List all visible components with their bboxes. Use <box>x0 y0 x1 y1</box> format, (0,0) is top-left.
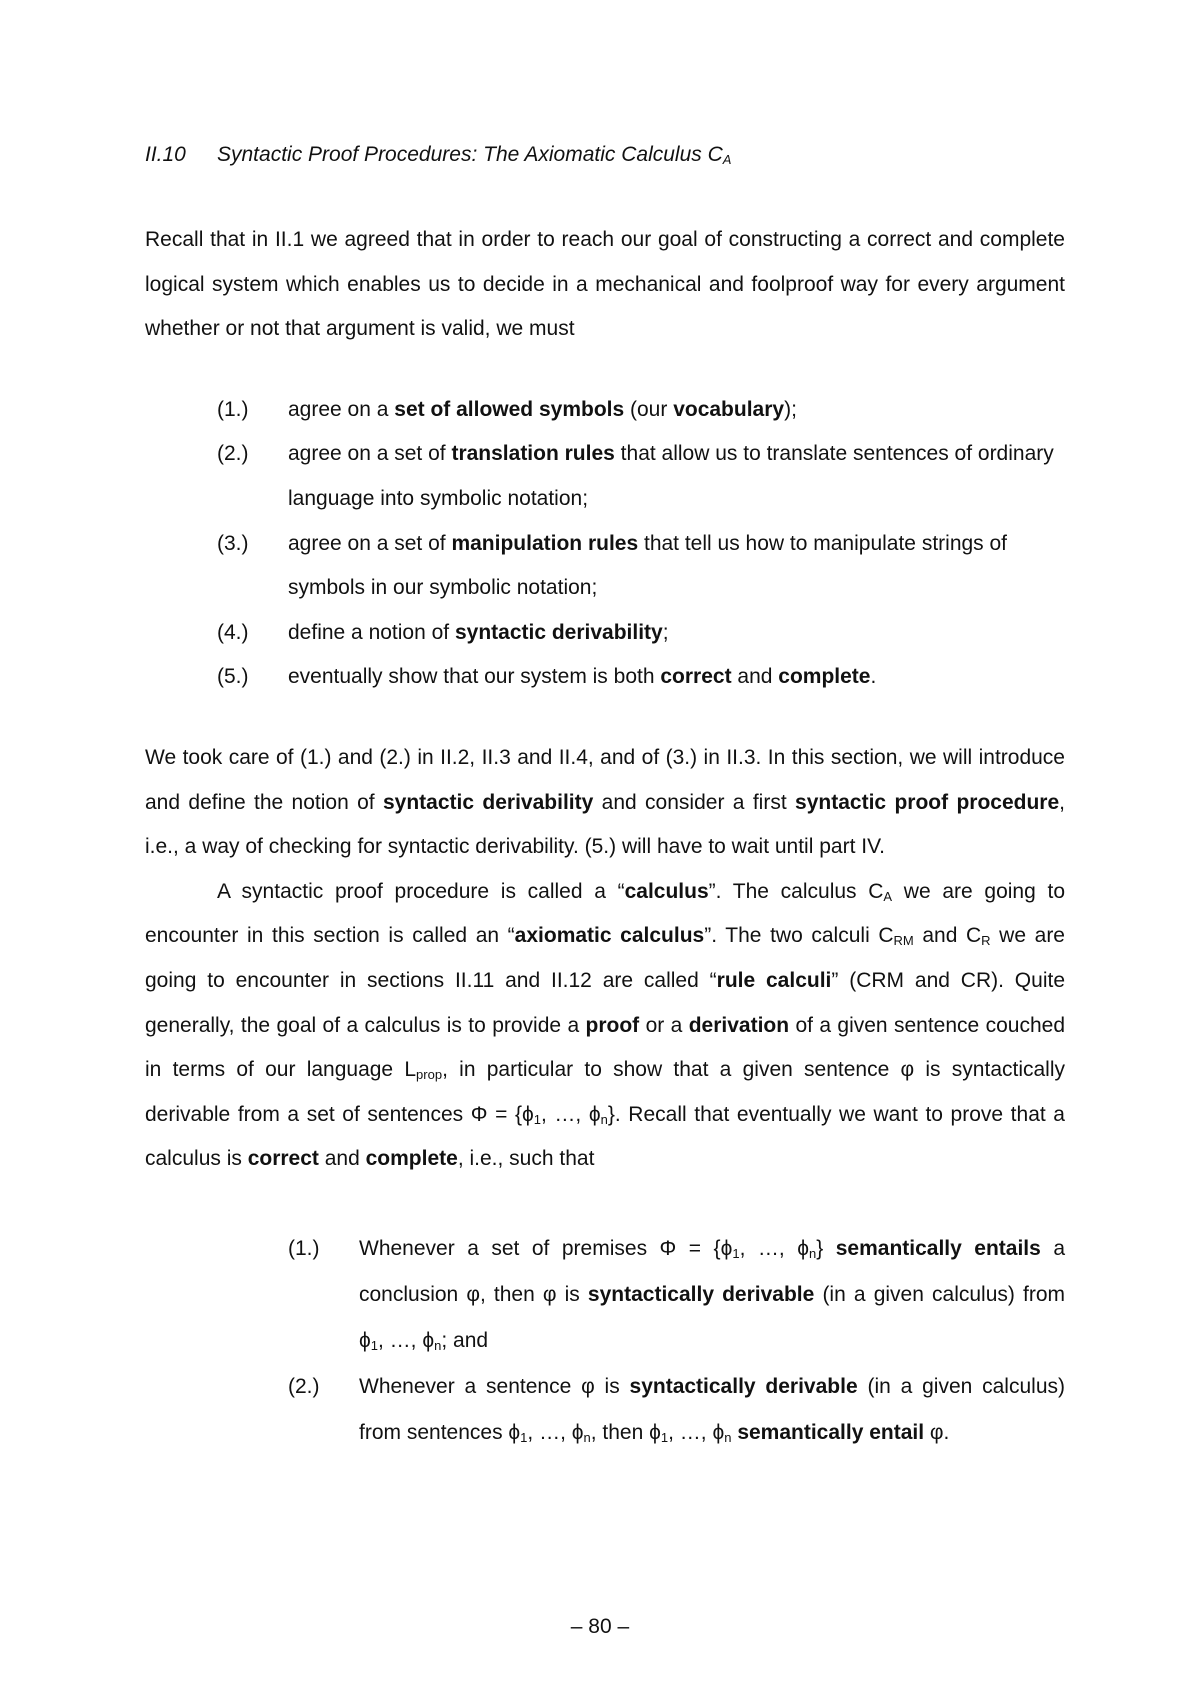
document-page <box>145 140 1065 1456</box>
section-title: Syntactic Proof Procedures: The Axiomatic Calculus $C_A$ <box>217 143 732 167</box>
list-item: (3.) agree on a set of manipulation rules that tell us how to manipulate strings of symbols in our symbolic notation; <box>145 522 1065 611</box>
list-marker: (5.) <box>217 665 249 689</box>
list-item: (2.) Whenever a sentence φ is syntactically derivable (in a given calculus) from sentences $\phi_1$, …, $\phi_n$, then $\phi_1$, …, $\phi_n$ semantically entail φ. <box>145 1364 1065 1456</box>
list-item: (4.) define a notion of syntactic derivability; <box>145 611 1065 656</box>
list-marker: (2.) <box>288 1374 320 1398</box>
list-item: (5.) eventually show that our system is both correct and complete. <box>145 655 1065 700</box>
list-item: (2.) agree on a set of translation rules that allow us to translate sentences of ordinary language into symbolic notation; <box>145 432 1065 521</box>
section-overview-paragraph: We took care of (1.) and (2.) in II.2, II.3 and II.4, and of (3.) in II.3. In this section, we will introduce and define the notion of syntactic derivability and consider a first syntactic proof procedure, i.e., a way of checking for syntactic derivability. (5.) will have to wait until part IV. <box>145 745 1066 859</box>
list-marker: (1.) <box>288 1236 320 1260</box>
section-number: II.10 <box>145 143 186 166</box>
page-number: – 80 – <box>570 1615 630 1638</box>
list-marker: (4.) <box>217 620 249 644</box>
requirements-list <box>145 388 1065 700</box>
list-marker: (3.) <box>217 531 249 555</box>
intro-paragraph: Recall that in II.1 we agreed that in order to reach our goal of constructing a correct and complete logical system which enables us to decide in a mechanical and foolproof way for every argument whether or not that argument is valid, we must <box>145 228 1065 341</box>
correctness-completeness-list <box>145 1226 1065 1456</box>
calculus-paragraph: A syntactic proof procedure is called a “calculus”. The calculus $C_A$ we are going to encounter in this section is called an “axiomatic calculus”. The two calculi $C_{RM}$ and $C_R$ we are going to encounter in sections II.11 and II.12 are called “rule calculi” (CRM and CR). Quite generally, the goal of a calculus is to provide a proof or a derivation of a given sentence couched in terms of our language $L_{prop}$, in particular to show that a given sentence φ is syntactically derivable from a set of sentences $\Phi = \{\phi_1$, …, $\phi_n$}. Recall that eventually we want to prove that a calculus is correct and complete, i.e., such that <box>145 879 1066 1171</box>
list-marker: (1.) <box>217 397 249 421</box>
list-item: (1.) Whenever a set of premises $\Phi = \{\phi_1$, …, $\phi_n$} semantically entails a conclusion φ, then φ is syntactically derivable (in a given calculus) from $\phi_1$, …, $\phi_n$; and <box>145 1226 1065 1364</box>
list-marker: (2.) <box>217 442 249 466</box>
section-heading <box>145 140 1065 170</box>
list-item: (1.) agree on a set of allowed symbols (our vocabulary); <box>145 388 1065 433</box>
